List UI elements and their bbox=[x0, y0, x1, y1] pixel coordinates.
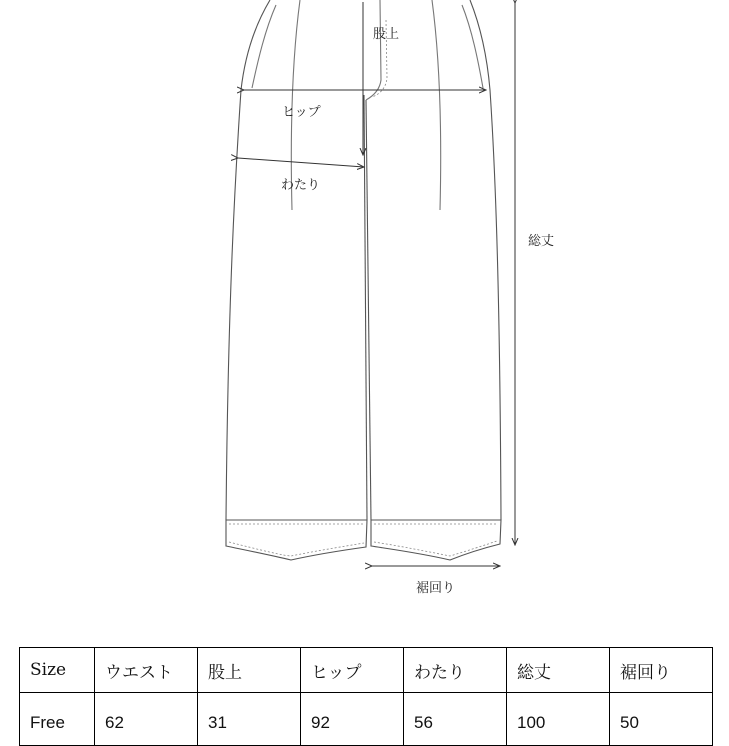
table-cell: 56 bbox=[404, 693, 507, 746]
table-cell: 62 bbox=[95, 693, 198, 746]
table-cell: Free bbox=[20, 693, 95, 746]
header-cell: 総丈 bbox=[507, 648, 610, 693]
thigh-arrow bbox=[238, 158, 364, 167]
size-table bbox=[19, 647, 713, 746]
right-pocket bbox=[462, 5, 483, 88]
table-header-row bbox=[20, 648, 713, 693]
right-outer-seam bbox=[470, 0, 501, 520]
right-pleat bbox=[432, 0, 441, 210]
table-cell: 100 bbox=[507, 693, 610, 746]
table-row bbox=[20, 693, 713, 746]
table-cell: 31 bbox=[198, 693, 301, 746]
header-cell: ウエスト bbox=[95, 648, 198, 693]
header-cell: Size bbox=[20, 648, 95, 693]
right-cuff bbox=[371, 520, 501, 560]
table-cell: 92 bbox=[301, 693, 404, 746]
left-pocket bbox=[252, 5, 276, 88]
table-cell: 50 bbox=[610, 693, 713, 746]
thigh-label: わたり bbox=[281, 178, 321, 193]
header-cell: 股上 bbox=[198, 648, 301, 693]
hem-label: 裾回り bbox=[416, 581, 456, 596]
header-cell: 裾回り bbox=[610, 648, 713, 693]
right-hem-stitch bbox=[374, 541, 497, 556]
left-hem-stitch bbox=[229, 542, 364, 556]
fly-stitch bbox=[366, 0, 381, 100]
left-outer-seam bbox=[226, 0, 270, 520]
header-cell: ヒップ bbox=[301, 648, 404, 693]
hip-label: ヒップ bbox=[282, 105, 321, 120]
rise-label: 股上 bbox=[373, 27, 400, 42]
header-cell: わたり bbox=[404, 648, 507, 693]
left-cuff bbox=[226, 520, 367, 560]
total-length-label: 総丈 bbox=[528, 234, 555, 249]
